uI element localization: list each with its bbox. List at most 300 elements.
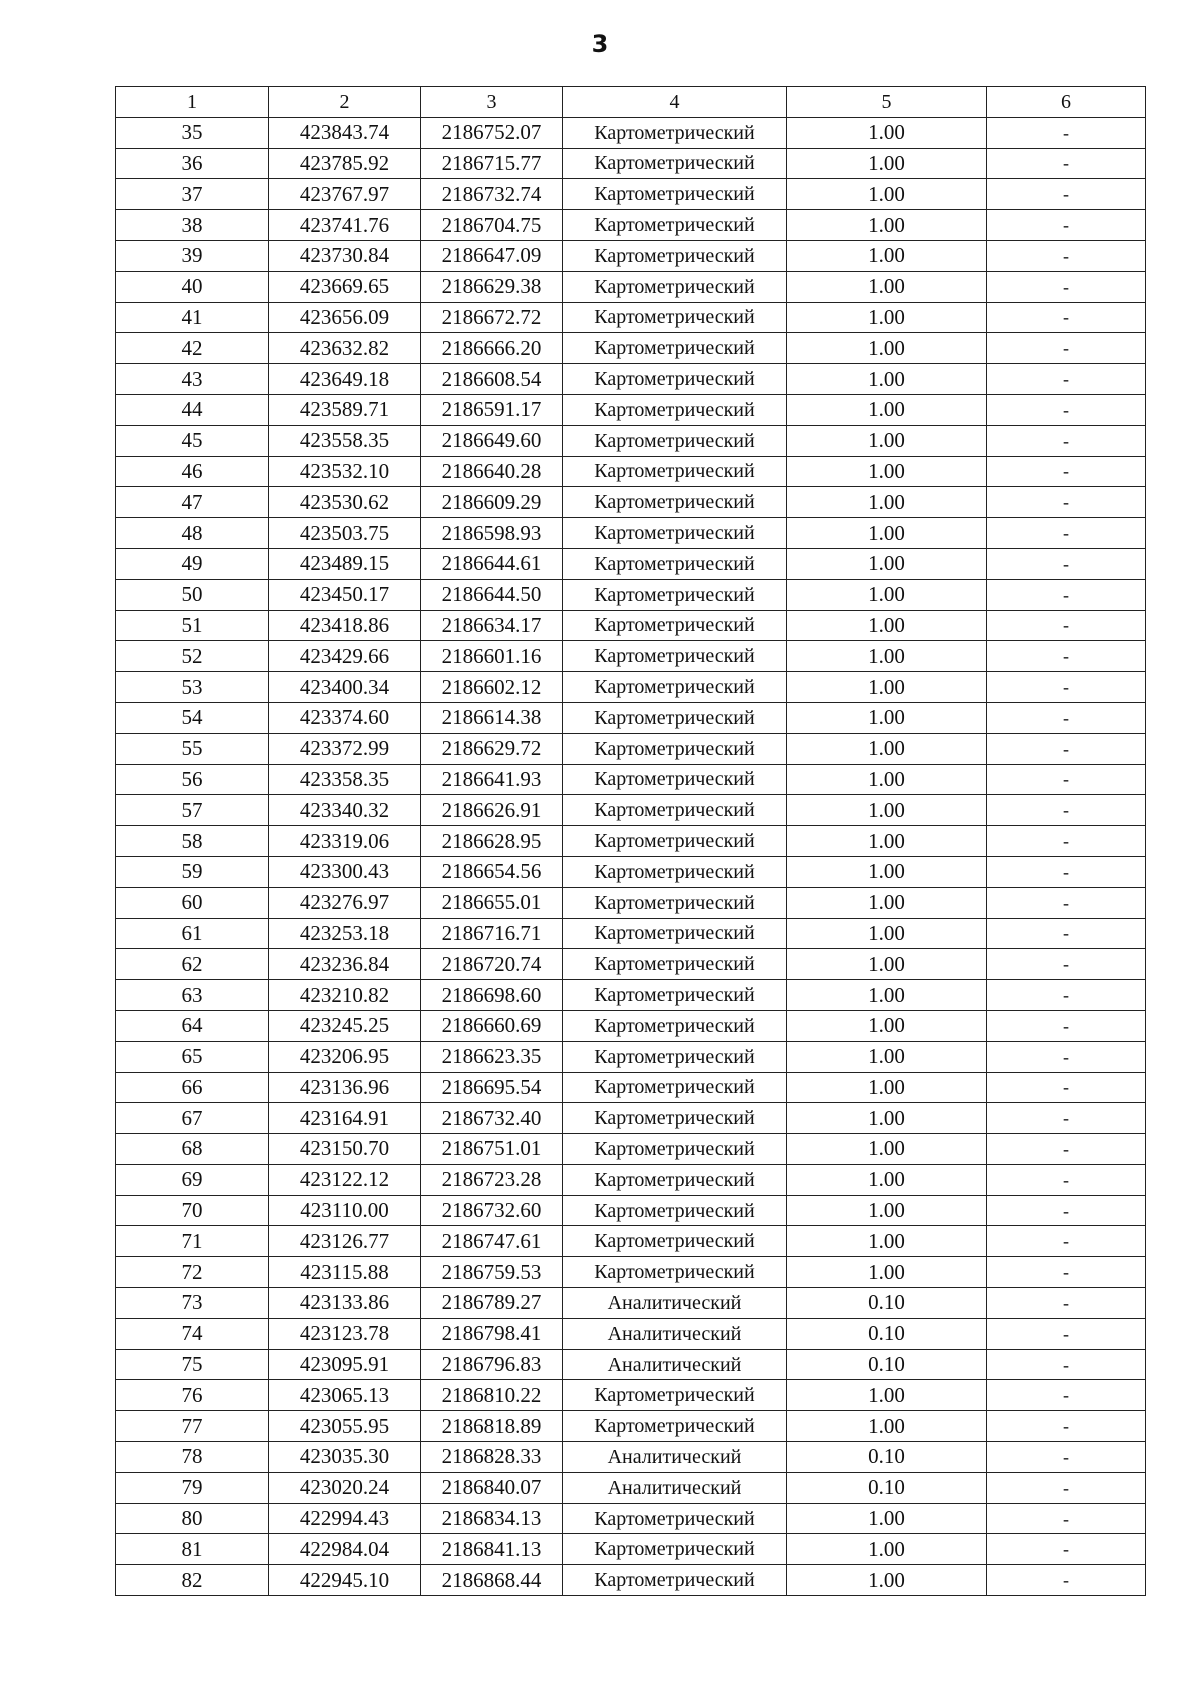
cell-method: Картометрический (563, 672, 787, 703)
cell-accuracy: 1.00 (787, 672, 987, 703)
cell-method: Картометрический (563, 764, 787, 795)
cell-y-coordinate: 2186644.50 (421, 579, 563, 610)
table-row (116, 856, 1146, 887)
table-row (116, 302, 1146, 333)
cell-x-coordinate: 423656.09 (269, 302, 421, 333)
cell-x-coordinate: 423123.78 (269, 1318, 421, 1349)
table-row (116, 271, 1146, 302)
cell-y-coordinate: 2186798.41 (421, 1318, 563, 1349)
cell-y-coordinate: 2186655.01 (421, 887, 563, 918)
cell-x-coordinate: 423319.06 (269, 826, 421, 857)
cell-x-coordinate: 423418.86 (269, 610, 421, 641)
cell-accuracy: 0.10 (787, 1349, 987, 1380)
cell-accuracy: 1.00 (787, 302, 987, 333)
cell-accuracy: 1.00 (787, 641, 987, 672)
header-cell-3: 3 (421, 87, 563, 118)
cell-method: Картометрический (563, 271, 787, 302)
cell-y-coordinate: 2186698.60 (421, 980, 563, 1011)
cell-method: Картометрический (563, 240, 787, 271)
cell-note: - (987, 148, 1146, 179)
cell-accuracy: 1.00 (787, 1380, 987, 1411)
cell-point-number: 78 (116, 1442, 269, 1473)
cell-accuracy: 1.00 (787, 826, 987, 857)
cell-y-coordinate: 2186647.09 (421, 240, 563, 271)
cell-y-coordinate: 2186834.13 (421, 1503, 563, 1534)
cell-note: - (987, 579, 1146, 610)
cell-point-number: 41 (116, 302, 269, 333)
cell-accuracy: 1.00 (787, 1134, 987, 1165)
cell-accuracy: 1.00 (787, 887, 987, 918)
cell-note: - (987, 548, 1146, 579)
table-row (116, 1041, 1146, 1072)
table-row (116, 1103, 1146, 1134)
cell-y-coordinate: 2186695.54 (421, 1072, 563, 1103)
cell-point-number: 70 (116, 1195, 269, 1226)
cell-method: Картометрический (563, 887, 787, 918)
table-row (116, 240, 1146, 271)
cell-x-coordinate: 423730.84 (269, 240, 421, 271)
table-row (116, 1565, 1146, 1596)
cell-note: - (987, 980, 1146, 1011)
cell-y-coordinate: 2186672.72 (421, 302, 563, 333)
cell-point-number: 60 (116, 887, 269, 918)
cell-point-number: 72 (116, 1257, 269, 1288)
table-row (116, 702, 1146, 733)
cell-y-coordinate: 2186614.38 (421, 702, 563, 733)
cell-accuracy: 1.00 (787, 1257, 987, 1288)
cell-y-coordinate: 2186601.16 (421, 641, 563, 672)
cell-accuracy: 1.00 (787, 456, 987, 487)
cell-y-coordinate: 2186818.89 (421, 1411, 563, 1442)
cell-x-coordinate: 423276.97 (269, 887, 421, 918)
cell-accuracy: 1.00 (787, 764, 987, 795)
cell-method: Аналитический (563, 1442, 787, 1473)
table-row (116, 949, 1146, 980)
cell-x-coordinate: 423236.84 (269, 949, 421, 980)
header-row (116, 87, 1146, 118)
cell-y-coordinate: 2186732.40 (421, 1103, 563, 1134)
cell-x-coordinate: 423035.30 (269, 1442, 421, 1473)
cell-method: Картометрический (563, 579, 787, 610)
cell-x-coordinate: 423115.88 (269, 1257, 421, 1288)
cell-point-number: 40 (116, 271, 269, 302)
cell-note: - (987, 302, 1146, 333)
table-row (116, 641, 1146, 672)
cell-method: Картометрический (563, 610, 787, 641)
cell-x-coordinate: 423245.25 (269, 1010, 421, 1041)
table-row (116, 1257, 1146, 1288)
cell-y-coordinate: 2186602.12 (421, 672, 563, 703)
cell-method: Картометрический (563, 148, 787, 179)
cell-x-coordinate: 423133.86 (269, 1288, 421, 1319)
cell-x-coordinate: 423632.82 (269, 333, 421, 364)
cell-accuracy: 1.00 (787, 394, 987, 425)
cell-point-number: 36 (116, 148, 269, 179)
cell-note: - (987, 1380, 1146, 1411)
cell-method: Картометрический (563, 1041, 787, 1072)
cell-y-coordinate: 2186629.38 (421, 271, 563, 302)
cell-note: - (987, 456, 1146, 487)
cell-accuracy: 1.00 (787, 1411, 987, 1442)
page-number: 3 (591, 30, 609, 58)
table-row (116, 394, 1146, 425)
cell-method: Картометрический (563, 394, 787, 425)
cell-y-coordinate: 2186716.71 (421, 918, 563, 949)
cell-y-coordinate: 2186840.07 (421, 1472, 563, 1503)
cell-y-coordinate: 2186704.75 (421, 210, 563, 241)
cell-note: - (987, 949, 1146, 980)
header-cell-2: 2 (269, 87, 421, 118)
cell-accuracy: 1.00 (787, 271, 987, 302)
cell-accuracy: 1.00 (787, 1103, 987, 1134)
table-row (116, 764, 1146, 795)
cell-y-coordinate: 2186723.28 (421, 1164, 563, 1195)
table-row (116, 826, 1146, 857)
cell-method: Картометрический (563, 702, 787, 733)
cell-method: Картометрический (563, 518, 787, 549)
cell-point-number: 73 (116, 1288, 269, 1319)
table-body (116, 117, 1146, 1595)
cell-point-number: 63 (116, 980, 269, 1011)
cell-x-coordinate: 423785.92 (269, 148, 421, 179)
cell-x-coordinate: 423206.95 (269, 1041, 421, 1072)
cell-point-number: 45 (116, 425, 269, 456)
cell-point-number: 58 (116, 826, 269, 857)
cell-accuracy: 1.00 (787, 702, 987, 733)
cell-accuracy: 1.00 (787, 148, 987, 179)
cell-accuracy: 1.00 (787, 1565, 987, 1596)
cell-note: - (987, 1442, 1146, 1473)
cell-note: - (987, 1565, 1146, 1596)
cell-x-coordinate: 423767.97 (269, 179, 421, 210)
cell-point-number: 82 (116, 1565, 269, 1596)
cell-method: Аналитический (563, 1349, 787, 1380)
cell-point-number: 48 (116, 518, 269, 549)
cell-x-coordinate: 423400.34 (269, 672, 421, 703)
cell-y-coordinate: 2186732.74 (421, 179, 563, 210)
cell-accuracy: 1.00 (787, 117, 987, 148)
cell-accuracy: 1.00 (787, 333, 987, 364)
table-row (116, 1164, 1146, 1195)
table-row (116, 1503, 1146, 1534)
cell-point-number: 71 (116, 1226, 269, 1257)
cell-x-coordinate: 422994.43 (269, 1503, 421, 1534)
cell-y-coordinate: 2186747.61 (421, 1226, 563, 1257)
cell-method: Картометрический (563, 856, 787, 887)
table-row (116, 1472, 1146, 1503)
cell-point-number: 53 (116, 672, 269, 703)
cell-accuracy: 1.00 (787, 579, 987, 610)
cell-method: Картометрический (563, 641, 787, 672)
table-header (116, 87, 1146, 118)
cell-method: Картометрический (563, 1226, 787, 1257)
cell-x-coordinate: 423136.96 (269, 1072, 421, 1103)
cell-accuracy: 1.00 (787, 1041, 987, 1072)
cell-note: - (987, 764, 1146, 795)
cell-accuracy: 1.00 (787, 1503, 987, 1534)
cell-note: - (987, 364, 1146, 395)
cell-accuracy: 1.00 (787, 856, 987, 887)
cell-accuracy: 1.00 (787, 1195, 987, 1226)
cell-note: - (987, 1041, 1146, 1072)
table-row (116, 518, 1146, 549)
cell-y-coordinate: 2186629.72 (421, 733, 563, 764)
cell-y-coordinate: 2186841.13 (421, 1534, 563, 1565)
cell-note: - (987, 672, 1146, 703)
cell-method: Картометрический (563, 795, 787, 826)
cell-point-number: 39 (116, 240, 269, 271)
cell-point-number: 59 (116, 856, 269, 887)
table-row (116, 210, 1146, 241)
cell-note: - (987, 702, 1146, 733)
cell-y-coordinate: 2186796.83 (421, 1349, 563, 1380)
cell-note: - (987, 179, 1146, 210)
cell-note: - (987, 333, 1146, 364)
cell-method: Картометрический (563, 1195, 787, 1226)
cell-point-number: 55 (116, 733, 269, 764)
cell-accuracy: 1.00 (787, 518, 987, 549)
cell-point-number: 56 (116, 764, 269, 795)
cell-note: - (987, 610, 1146, 641)
cell-note: - (987, 1164, 1146, 1195)
cell-note: - (987, 1072, 1146, 1103)
cell-x-coordinate: 423358.35 (269, 764, 421, 795)
cell-y-coordinate: 2186634.17 (421, 610, 563, 641)
cell-accuracy: 1.00 (787, 1534, 987, 1565)
cell-x-coordinate: 423055.95 (269, 1411, 421, 1442)
cell-method: Картометрический (563, 1164, 787, 1195)
cell-method: Картометрический (563, 210, 787, 241)
table-row (116, 1226, 1146, 1257)
table-row (116, 1534, 1146, 1565)
cell-method: Картометрический (563, 487, 787, 518)
header-cell-4: 4 (563, 87, 787, 118)
cell-point-number: 68 (116, 1134, 269, 1165)
cell-note: - (987, 394, 1146, 425)
cell-y-coordinate: 2186591.17 (421, 394, 563, 425)
cell-point-number: 62 (116, 949, 269, 980)
cell-x-coordinate: 423669.65 (269, 271, 421, 302)
cell-point-number: 47 (116, 487, 269, 518)
cell-x-coordinate: 423589.71 (269, 394, 421, 425)
cell-point-number: 35 (116, 117, 269, 148)
cell-note: - (987, 271, 1146, 302)
cell-x-coordinate: 423530.62 (269, 487, 421, 518)
cell-point-number: 38 (116, 210, 269, 241)
table-row (116, 1442, 1146, 1473)
cell-y-coordinate: 2186810.22 (421, 1380, 563, 1411)
cell-y-coordinate: 2186640.28 (421, 456, 563, 487)
cell-note: - (987, 1472, 1146, 1503)
table-row (116, 333, 1146, 364)
cell-method: Картометрический (563, 364, 787, 395)
cell-x-coordinate: 423300.43 (269, 856, 421, 887)
cell-method: Картометрический (563, 456, 787, 487)
cell-accuracy: 1.00 (787, 425, 987, 456)
cell-accuracy: 1.00 (787, 949, 987, 980)
cell-y-coordinate: 2186720.74 (421, 949, 563, 980)
table-row (116, 918, 1146, 949)
cell-point-number: 49 (116, 548, 269, 579)
cell-point-number: 77 (116, 1411, 269, 1442)
cell-accuracy: 1.00 (787, 980, 987, 1011)
cell-y-coordinate: 2186732.60 (421, 1195, 563, 1226)
cell-note: - (987, 856, 1146, 887)
table-row (116, 548, 1146, 579)
cell-x-coordinate: 423532.10 (269, 456, 421, 487)
cell-point-number: 81 (116, 1534, 269, 1565)
cell-note: - (987, 1257, 1146, 1288)
cell-y-coordinate: 2186660.69 (421, 1010, 563, 1041)
cell-point-number: 76 (116, 1380, 269, 1411)
cell-note: - (987, 1226, 1146, 1257)
cell-method: Картометрический (563, 1411, 787, 1442)
cell-y-coordinate: 2186623.35 (421, 1041, 563, 1072)
cell-point-number: 42 (116, 333, 269, 364)
cell-note: - (987, 887, 1146, 918)
cell-point-number: 67 (116, 1103, 269, 1134)
cell-method: Картометрический (563, 949, 787, 980)
cell-x-coordinate: 423843.74 (269, 117, 421, 148)
cell-point-number: 75 (116, 1349, 269, 1380)
cell-point-number: 52 (116, 641, 269, 672)
cell-x-coordinate: 423150.70 (269, 1134, 421, 1165)
header-cell-5: 5 (787, 87, 987, 118)
cell-method: Картометрический (563, 1565, 787, 1596)
table-row (116, 1195, 1146, 1226)
header-cell-1: 1 (116, 87, 269, 118)
cell-x-coordinate: 423253.18 (269, 918, 421, 949)
cell-method: Картометрический (563, 1103, 787, 1134)
cell-point-number: 65 (116, 1041, 269, 1072)
cell-method: Картометрический (563, 548, 787, 579)
table-row (116, 487, 1146, 518)
cell-method: Картометрический (563, 333, 787, 364)
table-row (116, 733, 1146, 764)
cell-point-number: 57 (116, 795, 269, 826)
cell-x-coordinate: 422984.04 (269, 1534, 421, 1565)
cell-point-number: 64 (116, 1010, 269, 1041)
cell-point-number: 46 (116, 456, 269, 487)
table-row (116, 425, 1146, 456)
cell-note: - (987, 795, 1146, 826)
cell-x-coordinate: 423649.18 (269, 364, 421, 395)
cell-note: - (987, 1195, 1146, 1226)
cell-y-coordinate: 2186715.77 (421, 148, 563, 179)
cell-y-coordinate: 2186626.91 (421, 795, 563, 826)
cell-note: - (987, 1534, 1146, 1565)
cell-y-coordinate: 2186759.53 (421, 1257, 563, 1288)
cell-point-number: 51 (116, 610, 269, 641)
cell-accuracy: 1.00 (787, 795, 987, 826)
cell-note: - (987, 1288, 1146, 1319)
table-row (116, 179, 1146, 210)
cell-x-coordinate: 423122.12 (269, 1164, 421, 1195)
cell-point-number: 66 (116, 1072, 269, 1103)
cell-accuracy: 1.00 (787, 1010, 987, 1041)
cell-note: - (987, 1503, 1146, 1534)
cell-note: - (987, 1318, 1146, 1349)
table-row (116, 1288, 1146, 1319)
cell-note: - (987, 1411, 1146, 1442)
cell-accuracy: 1.00 (787, 240, 987, 271)
cell-y-coordinate: 2186868.44 (421, 1565, 563, 1596)
table-row (116, 672, 1146, 703)
cell-accuracy: 1.00 (787, 918, 987, 949)
cell-x-coordinate: 423126.77 (269, 1226, 421, 1257)
cell-note: - (987, 733, 1146, 764)
table-row (116, 1349, 1146, 1380)
cell-method: Аналитический (563, 1472, 787, 1503)
cell-method: Картометрический (563, 826, 787, 857)
table-row (116, 1380, 1146, 1411)
cell-note: - (987, 826, 1146, 857)
header-cell-6: 6 (987, 87, 1146, 118)
cell-method: Картометрический (563, 117, 787, 148)
table-row (116, 579, 1146, 610)
table-row (116, 610, 1146, 641)
cell-y-coordinate: 2186752.07 (421, 117, 563, 148)
cell-x-coordinate: 423558.35 (269, 425, 421, 456)
cell-method: Картометрический (563, 302, 787, 333)
cell-point-number: 50 (116, 579, 269, 610)
cell-method: Картометрический (563, 733, 787, 764)
cell-method: Картометрический (563, 425, 787, 456)
cell-note: - (987, 240, 1146, 271)
cell-note: - (987, 918, 1146, 949)
cell-point-number: 69 (116, 1164, 269, 1195)
table-row (116, 148, 1146, 179)
cell-x-coordinate: 423110.00 (269, 1195, 421, 1226)
cell-y-coordinate: 2186666.20 (421, 333, 563, 364)
cell-y-coordinate: 2186654.56 (421, 856, 563, 887)
cell-accuracy: 1.00 (787, 1072, 987, 1103)
table-row (116, 887, 1146, 918)
cell-method: Картометрический (563, 1134, 787, 1165)
cell-x-coordinate: 423450.17 (269, 579, 421, 610)
cell-point-number: 80 (116, 1503, 269, 1534)
cell-method: Картометрический (563, 1072, 787, 1103)
cell-accuracy: 1.00 (787, 1164, 987, 1195)
cell-accuracy: 1.00 (787, 179, 987, 210)
cell-x-coordinate: 423210.82 (269, 980, 421, 1011)
cell-x-coordinate: 423372.99 (269, 733, 421, 764)
table-row (116, 1318, 1146, 1349)
cell-accuracy: 0.10 (787, 1318, 987, 1349)
cell-point-number: 43 (116, 364, 269, 395)
cell-x-coordinate: 423340.32 (269, 795, 421, 826)
cell-note: - (987, 487, 1146, 518)
cell-point-number: 44 (116, 394, 269, 425)
cell-y-coordinate: 2186828.33 (421, 1442, 563, 1473)
cell-x-coordinate: 423374.60 (269, 702, 421, 733)
table-row (116, 1072, 1146, 1103)
cell-note: - (987, 1103, 1146, 1134)
cell-y-coordinate: 2186598.93 (421, 518, 563, 549)
cell-x-coordinate: 423020.24 (269, 1472, 421, 1503)
cell-accuracy: 1.00 (787, 548, 987, 579)
cell-accuracy: 1.00 (787, 610, 987, 641)
cell-x-coordinate: 423503.75 (269, 518, 421, 549)
cell-y-coordinate: 2186608.54 (421, 364, 563, 395)
table-row (116, 1134, 1146, 1165)
cell-accuracy: 1.00 (787, 210, 987, 241)
cell-accuracy: 0.10 (787, 1442, 987, 1473)
cell-x-coordinate: 423429.66 (269, 641, 421, 672)
cell-note: - (987, 1010, 1146, 1041)
cell-y-coordinate: 2186751.01 (421, 1134, 563, 1165)
table-row (116, 364, 1146, 395)
